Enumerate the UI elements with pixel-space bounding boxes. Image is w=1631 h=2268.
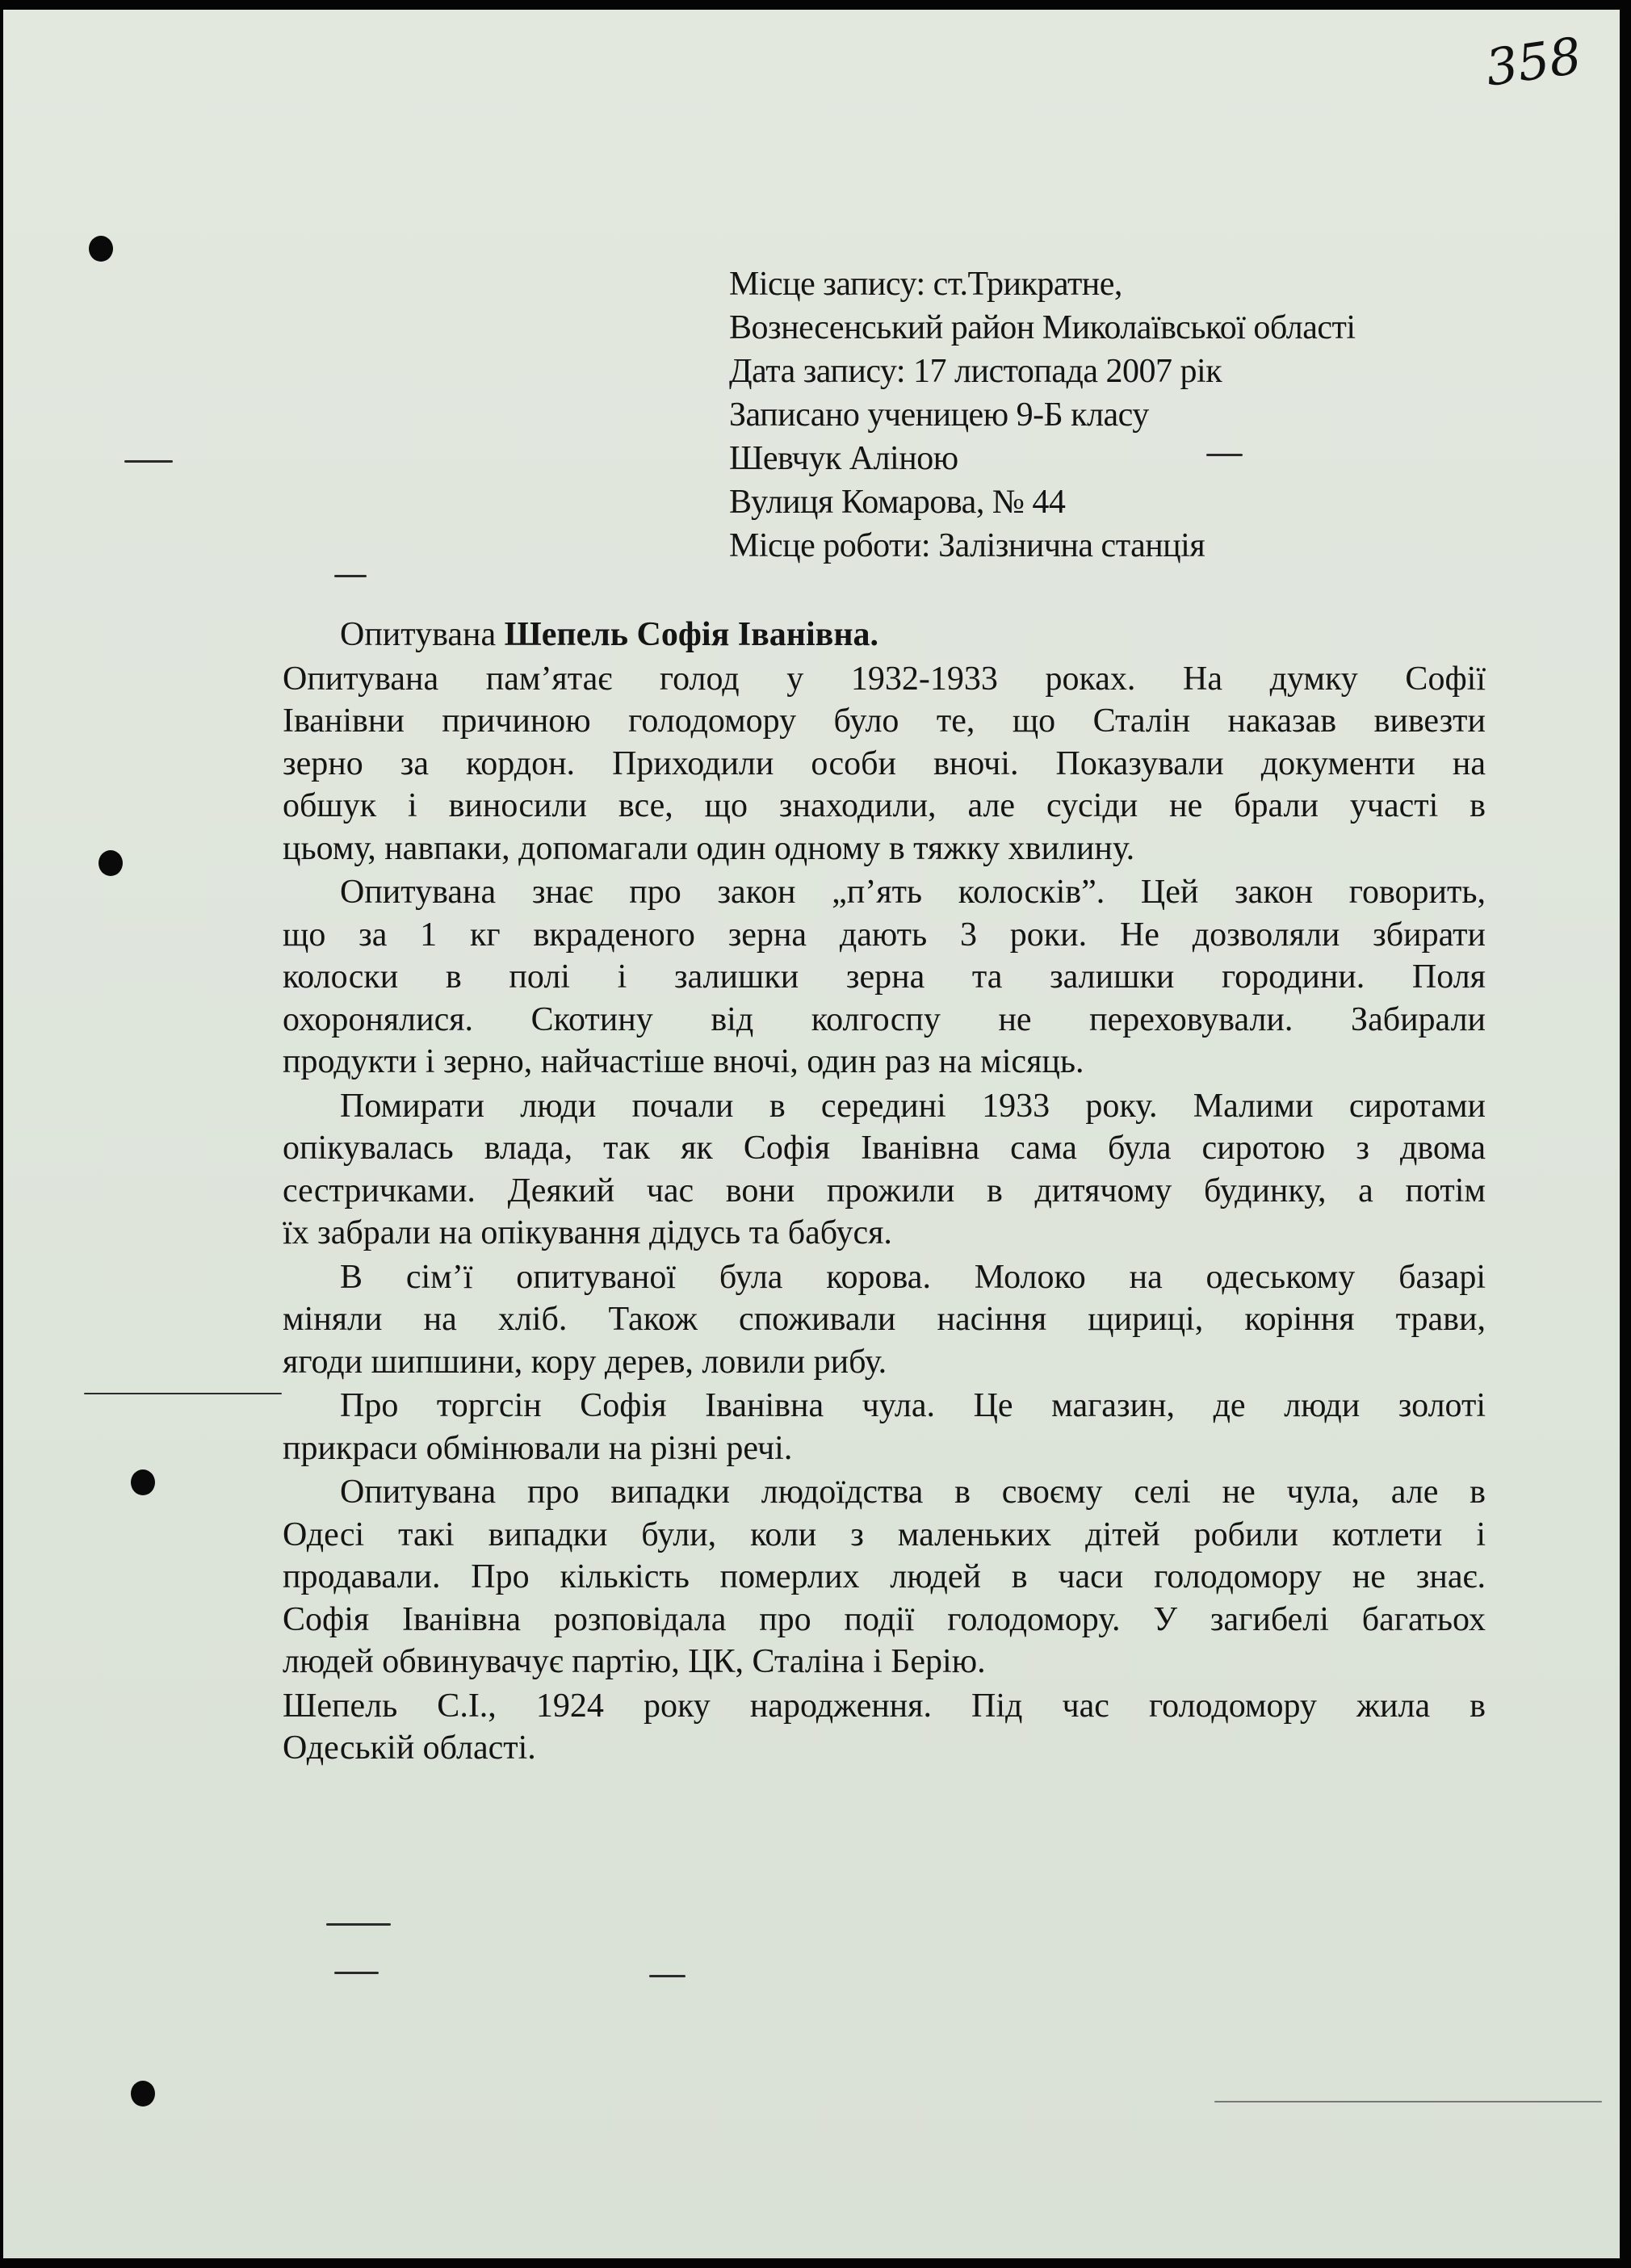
punch-hole	[99, 850, 123, 876]
scan-mark	[334, 1972, 379, 1974]
paragraph	[283, 871, 1486, 1084]
text-line: людей обвинувачує партію, ЦК, Сталіна і Берію.	[283, 1643, 986, 1680]
text-line: В сім’ї опитуваної була корова. Молоко на одеському базарі	[340, 1258, 1486, 1296]
paragraph	[283, 1085, 1486, 1255]
text-line: Софія Іванівна розповідала про події голодомору. У загибелі багатьох	[283, 1600, 1486, 1638]
scan-mark	[1214, 2101, 1602, 2102]
text-line: Одесі такі випадки були, коли з маленьких дітей робили котлети і	[283, 1515, 1486, 1553]
text-line: Про торгсін Софія Іванівна чула. Це магазин, де люди золоті	[340, 1387, 1486, 1424]
record-header	[729, 262, 1356, 568]
scan-mark	[326, 1923, 391, 1926]
punch-hole	[131, 2081, 155, 2107]
punch-hole	[89, 236, 113, 262]
text-line: міняли на хліб. Також споживали насіння щириці, коріння трави,	[283, 1301, 1486, 1338]
punch-hole	[131, 1469, 155, 1495]
handwritten-page-number: 358	[1482, 26, 1585, 98]
text-line: Опитувана пам’ятає голод у 1932-1933 роках. На думку Софії	[283, 660, 1486, 698]
scan-mark	[649, 1975, 686, 1977]
text-line: сестричками. Деякий час вони прожили в дитячому будинку, а потім	[283, 1172, 1486, 1209]
header-line-date: Дата запису: 17 листопада 2007 рік	[729, 353, 1222, 390]
text-line: Помирати люди почали в середині 1933 року. Малими сиротами	[340, 1087, 1486, 1125]
text-line: Одеській області.	[283, 1729, 536, 1767]
paragraph	[283, 1256, 1486, 1384]
scan-mark	[84, 1393, 282, 1394]
interview-text	[283, 614, 1486, 1771]
header-line-street: Вулиця Комарова, № 44	[729, 484, 1066, 521]
paragraph	[283, 1471, 1486, 1683]
paragraph	[283, 1385, 1486, 1469]
scan-mark	[334, 575, 367, 577]
respondent-label: Опитувана	[340, 616, 497, 653]
text-line: охоронялися. Скотину від колгоспу не переховували. Забирали	[283, 1000, 1486, 1038]
text-line: що за 1 кг вкраденого зерна дають 3 роки. Не дозволяли збирати	[283, 916, 1486, 954]
text-line: опікувалась влада, так як Софія Іванівна сама була сиротою з двома	[283, 1130, 1486, 1167]
text-line: ягоди шипшини, кору дерев, ловили рибу.	[283, 1343, 887, 1381]
respondent-name: Шепель Софія Іванівна.	[504, 616, 879, 653]
text-line: обшук і виносили все, що знаходили, але сусіди не брали участі в	[283, 787, 1486, 824]
text-line: зерно за кордон. Приходили особи вночі. Показували документи на	[283, 744, 1486, 782]
text-line	[283, 614, 1486, 656]
text-line: їх забрали на опікування дідусь та бабуся.	[283, 1214, 892, 1251]
text-line: Опитувана знає про закон „п’ять колосків”. Цей закон говорить,	[340, 874, 1486, 911]
paragraph	[283, 658, 1486, 870]
respondent-line	[283, 614, 1486, 656]
header-line-recorder-name: Шевчук Аліною	[729, 440, 958, 477]
text-line: колоски в полі і залишки зерна та залишки городини. Поля	[283, 958, 1486, 996]
header-line-recorded-by: Записано ученицею 9-Б класу	[729, 396, 1149, 434]
header-line-workplace: Місце роботи: Залізнична станція	[729, 527, 1205, 564]
text-line: Опитувана про випадки людоїдства в своєму селі не чула, але в	[340, 1474, 1486, 1511]
text-line: прикраси обмінювали на різні речі.	[283, 1429, 793, 1467]
header-line-place: Місце запису: ст.Трикратне,	[729, 266, 1122, 303]
document-page	[3, 10, 1620, 2258]
scan-mark	[124, 460, 173, 463]
paragraph	[283, 1685, 1486, 1770]
text-line: цьому, навпаки, допомагали один одному в тяжку хвилину.	[283, 829, 1135, 867]
text-line: продукти і зерно, найчастіше вночі, один раз на місяць.	[283, 1043, 1084, 1080]
text-line: Іванівни причиною голодомору було те, що Сталін наказав вивезти	[283, 702, 1486, 740]
header-line-district: Вознесенський район Миколаївської області	[729, 309, 1356, 346]
text-line: продавали. Про кількість померлих людей в часи голодомору не знає.	[283, 1558, 1486, 1595]
text-line: Шепель С.І., 1924 року народження. Під час голодомору жила в	[283, 1687, 1486, 1725]
